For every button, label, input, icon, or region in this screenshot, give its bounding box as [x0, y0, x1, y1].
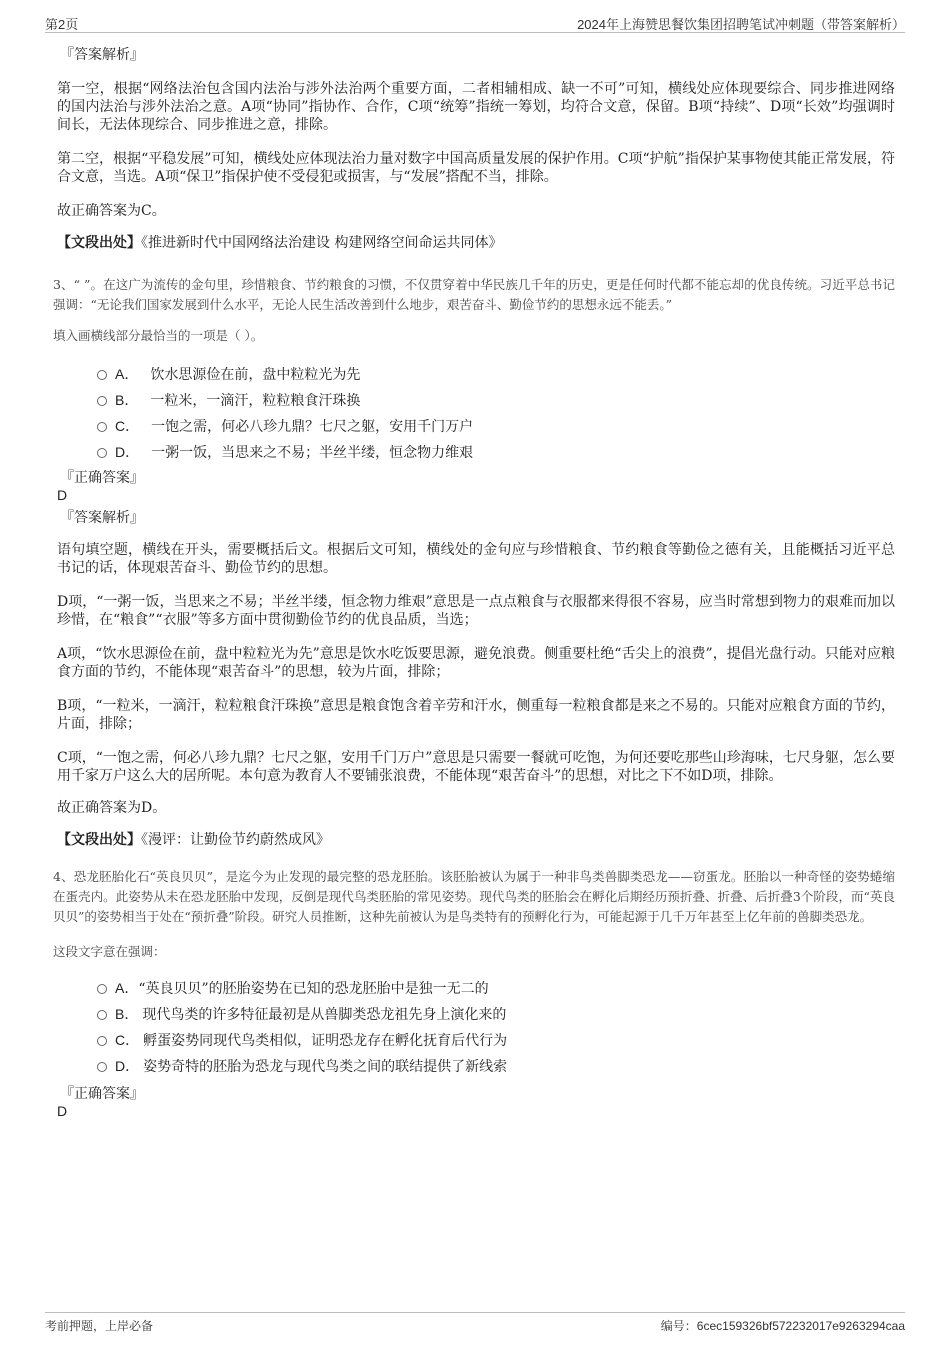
q3-stem: 3、“ ”。在这广为流传的金句里，珍惜粮食、节约粮食的习惯，不仅贯穿着中华民族几千年的历史，更是任何时代都不能忘却的优良传统。习近平总书记强调：“无论我们国家发展到什么水平，无论人民生活改善到什么地步，艰苦奋斗、勤俭节约的思想永远不能丢。”: [53, 277, 895, 312]
q2-source: [57, 234, 895, 252]
q2-conclusion: 故正确答案为C。: [57, 203, 166, 219]
q3-source-text: 《漫评：让勤俭节约蔚然成风》: [141, 832, 330, 848]
page-footer: [45, 1312, 905, 1333]
q2-source-text: 《推进新时代中国网络法治建设 构建网络空间命运共同体》: [141, 235, 503, 251]
radio-button[interactable]: [97, 984, 107, 994]
q4-prompt: 这段文字意在强调：: [53, 944, 166, 959]
q3-analysis-paragraph: D项，“一粥一饭，当思来之不易；半丝半缕，恒念物力维艰”意思是一点点粮食与衣服都来得很不容易，应当时常想到物力的艰难而加以珍惜，在“粮食”“衣服”等多方面中贯彻勤俭节约的优良品质，当选；: [57, 594, 895, 628]
page-content: [53, 46, 895, 1119]
document-id: 编号：6cec159326bf572232017e9263294caa: [660, 1319, 905, 1333]
q3-source: [57, 831, 895, 849]
q3-option-b[interactable]: B． 一粒米，一滴汗，粒粒粮食汗珠换: [57, 387, 895, 413]
q4-option-d[interactable]: D． 姿势奇特的胚胎为恐龙与现代鸟类之间的联结提供了新线索: [57, 1053, 895, 1079]
q3-analysis-paragraph: B项，“一粒米，一滴汗，粒粒粮食汗珠换”意思是粮食饱含着辛劳和汗水，侧重每一粒粮食都是来之不易的。只能对应粮食方面的节约，片面，排除；: [57, 698, 895, 732]
q3-prompt: 填入画横线部分最恰当的一项是（ ）。: [53, 328, 264, 343]
q3-answer: D: [57, 487, 68, 503]
q2-analysis-label: 『答案解析』: [60, 47, 144, 63]
radio-button[interactable]: [97, 396, 107, 406]
q3-source-label: 【文段出处】: [57, 832, 141, 848]
page-header: [45, 14, 905, 33]
page-number: 第2页: [45, 17, 79, 32]
q3-option-a[interactable]: A． 饮水思源俭在前，盘中粒粒光为先: [57, 361, 895, 387]
q2-source-label: 【文段出处】: [57, 235, 141, 251]
q4-stem: 4、恐龙胚胎化石“英良贝贝”，是迄今为止发现的最完整的恐龙胚胎。该胚胎被认为属于一种非鸟类兽脚类恐龙——窃蛋龙。胚胎以一种奇怪的姿势蜷缩在蛋壳内。此姿势从未在恐龙胚胎中发现，反倒是现代鸟类胚胎的常见姿势。现代鸟类的胚胎会在孵化后期经历预折叠、折叠、后折叠3个阶段，而“英良贝贝”的姿势相当于处在“预折叠”阶段。研究人员推断，这种先前被认为是鸟类特有的预孵化行为，可能起源于几千万年甚至上亿年前的兽脚类恐龙。: [53, 869, 895, 924]
q3-answer-label: 『正确答案』: [60, 470, 144, 486]
q3-conclusion: 故正确答案为D。: [57, 800, 167, 816]
q4-options: [57, 975, 895, 1079]
q4-option-a[interactable]: A．“英良贝贝”的胚胎姿势在已知的恐龙胚胎中是独一无二的: [57, 975, 895, 1001]
radio-button[interactable]: [97, 1062, 107, 1072]
q2-analysis-paragraph: 第二空，根据“平稳发展”可知，横线处应体现法治力量对数字中国高质量发展的保护作用。C项“护航”指保护某事物使其能正常发展，符合文意，当选。A项“保卫”指保护使不受侵犯或损害，与“发展”搭配不当，排除。: [57, 151, 895, 185]
q4-option-c[interactable]: C． 孵蛋姿势同现代鸟类相似，证明恐龙存在孵化抚育后代行为: [57, 1027, 895, 1053]
document-title: 2024年上海赞思餐饮集团招聘笔试冲刺题（带答案解析）: [577, 17, 905, 32]
q3-option-c[interactable]: C． 一饱之需，何必八珍九鼎？七尺之躯，安用千门万户: [57, 413, 895, 439]
q4-answer-label: 『正确答案』: [60, 1086, 144, 1102]
q3-analysis-paragraph: C项，“一饱之需，何必八珍九鼎？七尺之躯，安用千门万户”意思是只需要一餐就可吃饱，为何还要吃那些山珍海味，七尺身躯，怎么要用千家万户这么大的居所呢。本句意为教育人不要铺张浪费，不能体现“艰苦奋斗”的思想，对比之下不如D项，排除。: [57, 750, 895, 784]
radio-button[interactable]: [97, 370, 107, 380]
radio-button[interactable]: [97, 422, 107, 432]
q3-options: [57, 361, 895, 465]
q2-analysis-paragraph: 第一空，根据“网络法治包含国内法治与涉外法治两个重要方面，二者相辅相成、缺一不可”可知，横线处应体现要综合、同步推进网络的国内法治与涉外法治之意。A项“协同”指协作、合作，C项“统筹”指统一筹划，均符合文意，保留。B项“持续”、D项“长效”均强调时间长，无法体现综合、同步推进之意，排除。: [57, 81, 895, 133]
q4-option-b[interactable]: B． 现代鸟类的许多特征最初是从兽脚类恐龙祖先身上演化来的: [57, 1001, 895, 1027]
footer-slogan: 考前押题，上岸必备: [45, 1319, 154, 1333]
radio-button[interactable]: [97, 448, 107, 458]
q4-answer: D: [57, 1103, 68, 1119]
q3-analysis-paragraph: A项，“饮水思源俭在前，盘中粒粒光为先”意思是饮水吃饭要思源，避免浪费。侧重要杜绝“舌尖上的浪费”，提倡光盘行动。只能对应粮食方面的节约，不能体现“艰苦奋斗”的思想，较为片面，排除；: [57, 646, 895, 680]
radio-button[interactable]: [97, 1036, 107, 1046]
q3-analysis-label: 『答案解析』: [60, 510, 144, 526]
q3-option-d[interactable]: D． 一粥一饭，当思来之不易；半丝半缕，恒念物力维艰: [57, 439, 895, 465]
q3-analysis-paragraph: 语句填空题，横线在开头，需要概括后文。根据后文可知，横线处的金句应与珍惜粮食、节约粮食等勤俭之德有关，且能概括习近平总书记的话，体现艰苦奋斗、勤俭节约的思想。: [57, 542, 895, 576]
radio-button[interactable]: [97, 1010, 107, 1020]
